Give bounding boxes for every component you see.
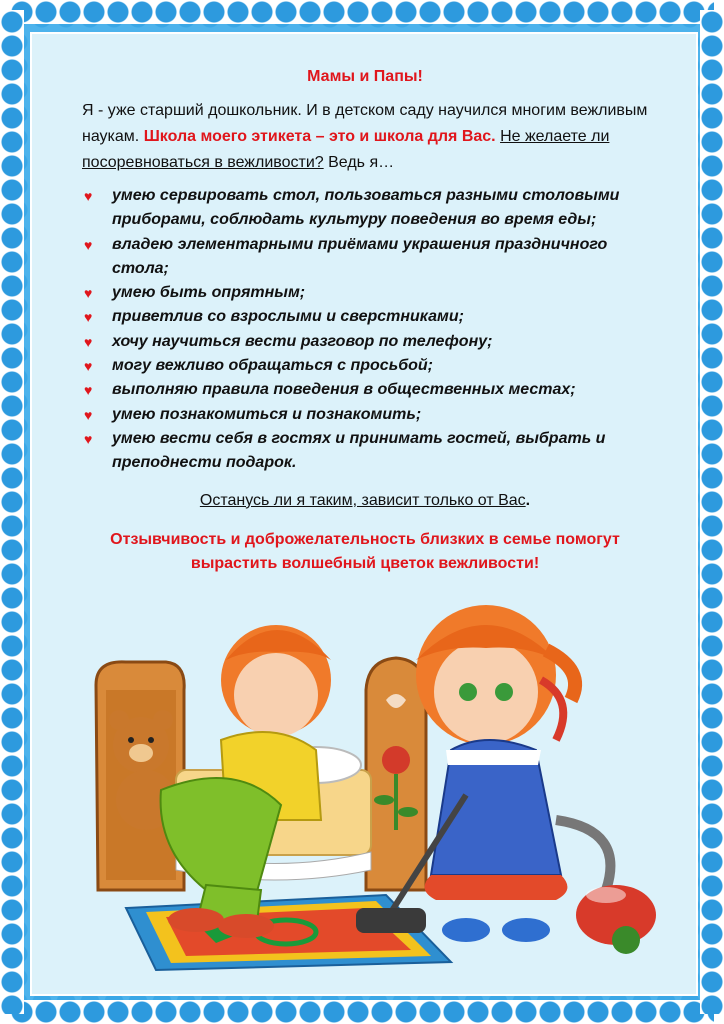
skills-list xyxy=(82,184,648,476)
list-item xyxy=(84,233,648,282)
list-item xyxy=(84,378,648,402)
closing-dot: . xyxy=(525,491,531,509)
list-item-text: хочу научиться вести разговор по телефону; xyxy=(112,332,493,350)
intro-highlight: Школа моего этикета – это и школа для Вас. xyxy=(143,128,496,145)
page-title: Мамы и Папы! xyxy=(307,68,423,85)
intro-paragraph xyxy=(82,98,648,176)
heart-icon: ♥ xyxy=(84,309,93,326)
final-line-2: вырастить волшебный цветок вежливости! xyxy=(190,554,540,572)
intro-ending: Ведь я… xyxy=(323,154,395,171)
heart-icon: ♥ xyxy=(84,358,93,375)
list-item xyxy=(84,354,648,378)
list-item-text: умею быть опрятным; xyxy=(112,284,306,302)
final-line-1: Отзывчивость и доброжелательность близких в семье помогут xyxy=(110,530,620,548)
list-item-text: могу вежливо обращаться с просьбой; xyxy=(112,357,433,375)
list-item xyxy=(84,184,648,233)
heart-icon: ♥ xyxy=(84,406,93,423)
heart-icon: ♥ xyxy=(84,382,93,399)
heart-icon: ♥ xyxy=(84,333,93,350)
list-item xyxy=(84,305,648,329)
document-body xyxy=(82,64,648,576)
scallop-bottom xyxy=(10,1000,714,1024)
heart-icon: ♥ xyxy=(84,236,93,253)
list-item xyxy=(84,427,648,476)
list-item-text: умею вести себя в гостях и принимать гостей, выбрать и преподнести подарок. xyxy=(112,429,606,472)
list-item-text: умею познакомиться и познакомить; xyxy=(112,405,422,423)
scallop-top xyxy=(10,0,714,24)
list-item xyxy=(84,403,648,427)
list-item-text: владею элементарными приёмами украшения праздничного стола; xyxy=(112,235,608,277)
closing-text: Останусь ли я таким, зависит только от Вас xyxy=(199,491,526,509)
list-item xyxy=(84,330,648,354)
list-item-text: умею сервировать стол, пользоваться разными столовыми приборами, соблюдать культуру поведения во время еды; xyxy=(112,187,620,229)
children-illustration xyxy=(86,590,666,975)
intro-text: Я - уже старший дошкольник. И в детском саду научился многим вежливым наукам. xyxy=(82,102,648,145)
heart-icon: ♥ xyxy=(84,285,93,302)
list-item-text: приветлив со взрослыми и сверстниками; xyxy=(112,308,464,326)
list-item-text: выполняю правила поведения в общественных местах; xyxy=(112,381,576,399)
heart-icon: ♥ xyxy=(84,430,93,447)
list-item xyxy=(84,281,648,305)
girl xyxy=(416,605,575,942)
scallop-right xyxy=(700,10,724,1014)
final-message xyxy=(82,528,648,576)
boy xyxy=(161,625,331,938)
intro-question: Не желаете ли посоревноваться в вежливости? xyxy=(82,128,610,171)
closing-line xyxy=(82,490,648,512)
scallop-left xyxy=(0,10,24,1014)
heart-icon: ♥ xyxy=(84,188,93,204)
